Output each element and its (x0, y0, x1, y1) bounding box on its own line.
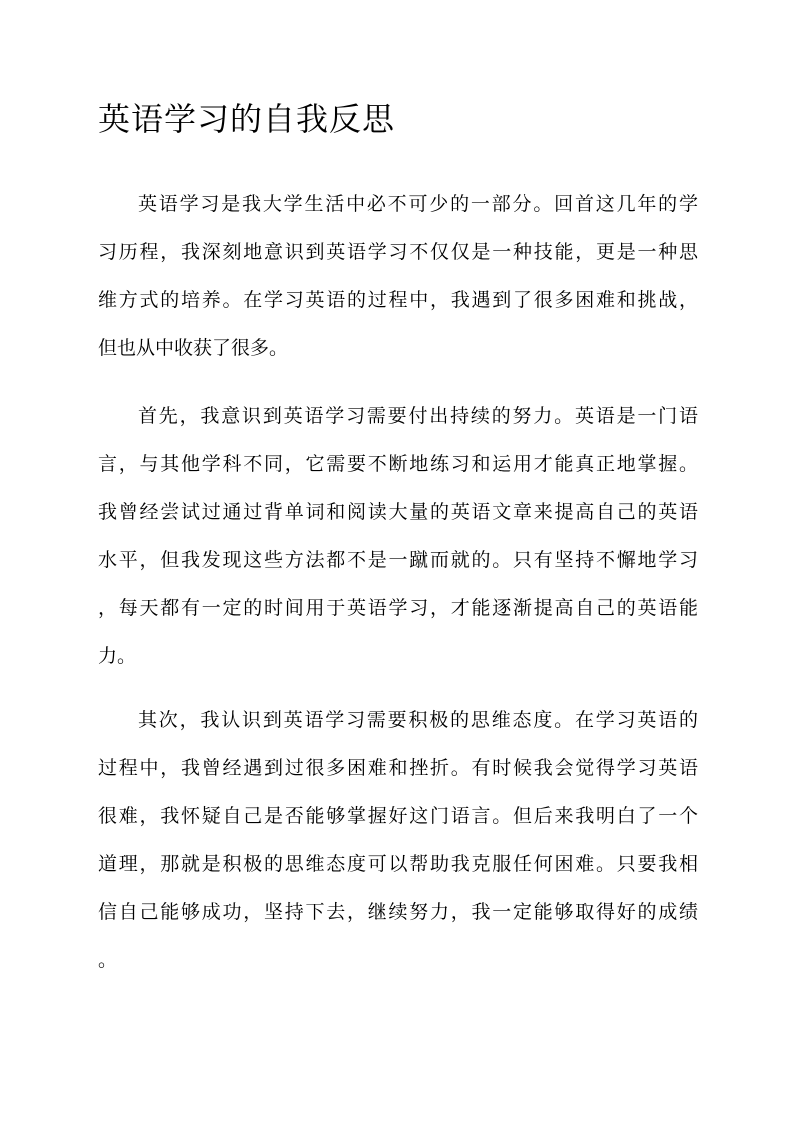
paragraph-line: 言，与其他学科不同，它需要不断地练习和运用才能真正地掌握。 (98, 453, 698, 475)
paragraph-line: 。 (98, 949, 118, 971)
paragraph-line: 我曾经尝试过通过背单词和阅读大量的英语文章来提高自己的英语 (98, 501, 698, 523)
paragraph-line: 很难，我怀疑自己是否能够掌握好这门语言。但后来我明白了一个 (98, 805, 698, 827)
paragraph-line: 信自己能够成功，坚持下去，继续努力，我一定能够取得好的成绩 (98, 901, 698, 923)
paragraph-line: 过程中，我曾经遇到过很多困难和挫折。有时候我会觉得学习英语 (98, 757, 698, 779)
paragraph-line: 力。 (98, 645, 137, 667)
paragraph-3 (98, 696, 698, 984)
paragraph-line: 首先，我意识到英语学习需要付出持续的努力。英语是一门语 (138, 405, 698, 427)
paragraph-line: 其次，我认识到英语学习需要积极的思维态度。在学习英语的 (138, 709, 698, 731)
paragraph-line: 水平，但我发现这些方法都不是一蹴而就的。只有坚持不懈地学习 (98, 549, 698, 571)
paragraph-line: 道理，那就是积极的思维态度可以帮助我克服任何困难。只要我相 (98, 853, 698, 875)
document-title: 英语学习的自我反思 (98, 100, 396, 138)
paragraph-2 (98, 392, 698, 680)
paragraph-line: 英语学习是我大学生活中必不可少的一部分。回首这几年的学 (138, 193, 698, 215)
paragraph-line: 维方式的培养。在学习英语的过程中，我遇到了很多困难和挑战， (98, 289, 698, 311)
paragraph-1 (98, 180, 698, 372)
paragraph-line: 但也从中收获了很多。 (98, 337, 289, 359)
paragraph-line: ，每天都有一定的时间用于英语学习，才能逐渐提高自己的英语能 (98, 597, 698, 619)
paragraph-line: 习历程，我深刻地意识到英语学习不仅仅是一种技能，更是一种思 (98, 241, 698, 263)
